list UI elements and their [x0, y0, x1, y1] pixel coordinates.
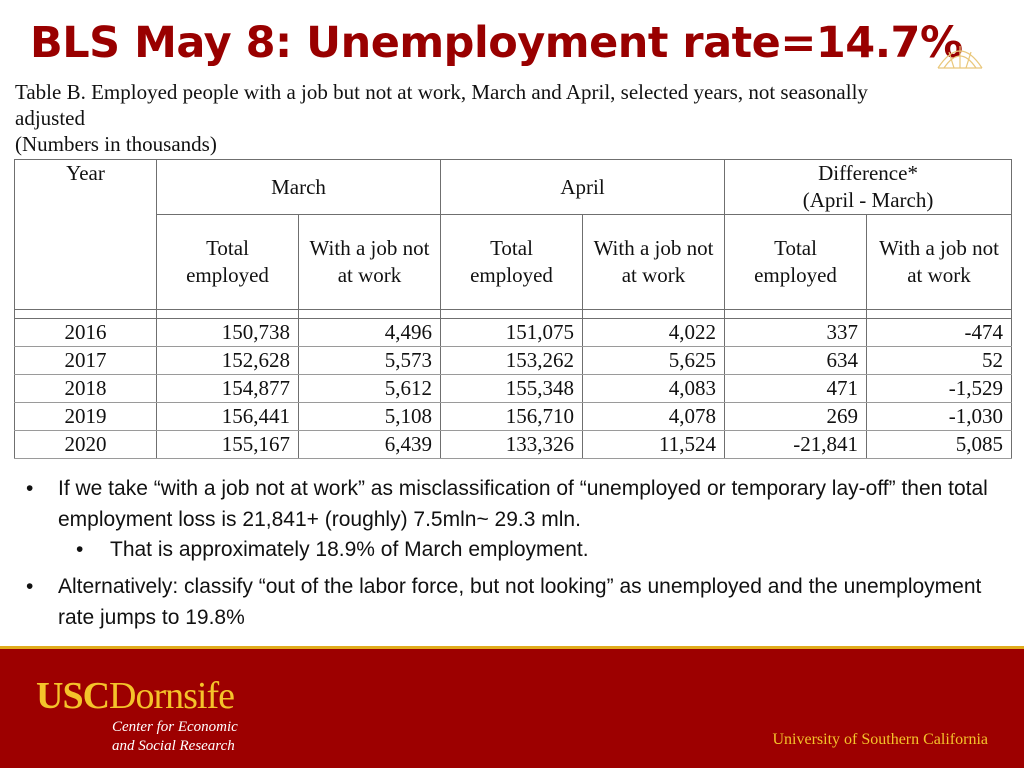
table-cell: 155,167: [157, 431, 299, 459]
footer-bar: [0, 646, 1024, 768]
year-cell: 2020: [15, 431, 157, 459]
table-cell: 11,524: [583, 431, 725, 459]
bullet-text: If we take “with a job not at work” as misclassification of “unemployed or temporary lay-off” then total employment loss is 21,841+ (roughly) 7.5mln~ 29.3 mln.: [58, 477, 988, 531]
year-cell: 2018: [15, 375, 157, 403]
table-cell: -1,529: [867, 375, 1012, 403]
table-cell: 153,262: [441, 347, 583, 375]
year-cell: 2017: [15, 347, 157, 375]
table-cell: 4,083: [583, 375, 725, 403]
table-cell: -1,030: [867, 403, 1012, 431]
table-cell: -474: [867, 319, 1012, 347]
table-cell: -21,841: [725, 431, 867, 459]
bullet-icon: •: [26, 575, 34, 598]
column-header: With a job not at work: [583, 215, 725, 310]
table-cell: 155,348: [441, 375, 583, 403]
year-header: Year: [15, 160, 157, 310]
difference-label: Difference*: [818, 161, 918, 185]
table-cell: 5,612: [299, 375, 441, 403]
bullet-text: Alternatively: classify “out of the labor force, but not looking” as unemployed and the unemployment rate jumps to 19.8%: [58, 575, 982, 629]
table-row: [15, 347, 1012, 375]
year-cell: 2019: [15, 403, 157, 431]
table-cell: 634: [725, 347, 867, 375]
table-cell: 5,085: [867, 431, 1012, 459]
table-row: [15, 403, 1012, 431]
employment-table: [14, 159, 1012, 459]
column-header: Total employed: [725, 215, 867, 310]
logo-dornsife: Dornsife: [109, 675, 234, 717]
bullet-list: [24, 473, 1004, 633]
group-header-difference: [725, 160, 1012, 215]
table-cell: 471: [725, 375, 867, 403]
header-gap: [15, 310, 157, 319]
bullet-text: That is approximately 18.9% of March employment.: [110, 538, 589, 561]
table-row: [15, 319, 1012, 347]
table-cell: 5,573: [299, 347, 441, 375]
university-name: University of Southern California: [772, 731, 988, 748]
slide-title: BLS May 8: Unemployment rate=14.7%: [30, 18, 963, 68]
bullet-item: [24, 473, 1004, 535]
table-row: [15, 431, 1012, 459]
table-cell: 156,441: [157, 403, 299, 431]
logo-usc: USC: [36, 675, 110, 717]
table-cell: 151,075: [441, 319, 583, 347]
usc-dornsife-logo: [36, 676, 234, 716]
bullet-item: [24, 571, 1004, 633]
table-cell: 6,439: [299, 431, 441, 459]
caption-line: adjusted: [15, 106, 85, 130]
table-cell: 5,625: [583, 347, 725, 375]
bullet-icon: •: [26, 477, 34, 500]
table-cell: 154,877: [157, 375, 299, 403]
group-header-april: April: [441, 160, 725, 215]
difference-sublabel: (April - March): [802, 188, 934, 212]
table-cell: 4,496: [299, 319, 441, 347]
table-cell: 337: [725, 319, 867, 347]
table-cell: 5,108: [299, 403, 441, 431]
column-header: Total employed: [441, 215, 583, 310]
column-header: Total employed: [157, 215, 299, 310]
group-header-march: March: [157, 160, 441, 215]
caption-line: (Numbers in thousands): [15, 132, 217, 156]
center-name-line: and Social Research: [112, 738, 235, 754]
year-cell: 2016: [15, 319, 157, 347]
table-cell: 4,078: [583, 403, 725, 431]
caption-line: Table B. Employed people with a job but not at work, March and April, selected years, not seasonally: [15, 80, 868, 104]
sub-bullet-item: [24, 535, 1004, 564]
column-header: With a job not at work: [867, 215, 1012, 310]
table-cell: 152,628: [157, 347, 299, 375]
table-cell: 156,710: [441, 403, 583, 431]
center-name-line: Center for Economic: [112, 719, 238, 735]
table-row: [15, 375, 1012, 403]
table-cell: 269: [725, 403, 867, 431]
column-header: With a job not at work: [299, 215, 441, 310]
watermark-seal-icon: [932, 38, 988, 74]
table-cell: 4,022: [583, 319, 725, 347]
center-name: [112, 718, 238, 756]
table-cell: 52: [867, 347, 1012, 375]
bullet-icon: •: [76, 538, 84, 561]
table-cell: 133,326: [441, 431, 583, 459]
table-cell: 150,738: [157, 319, 299, 347]
table-caption: [15, 79, 1005, 157]
